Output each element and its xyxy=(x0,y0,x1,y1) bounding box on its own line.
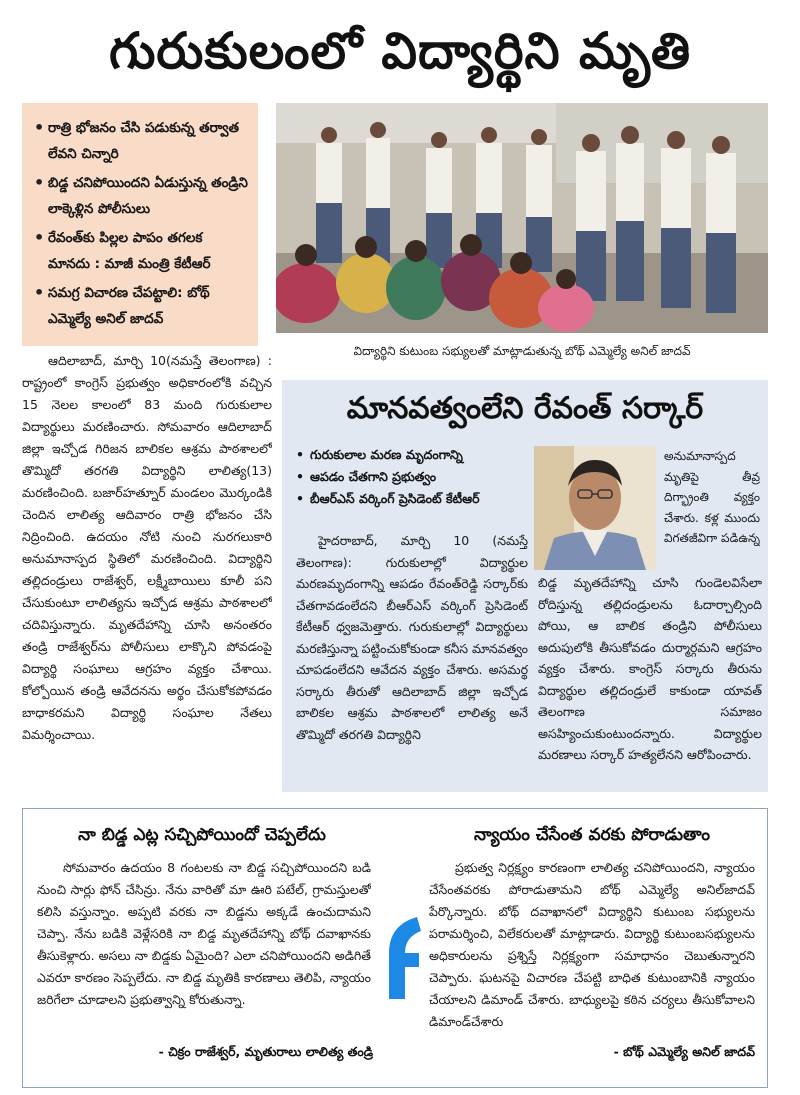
main-article xyxy=(22,350,272,795)
father-quote-paragraph: సోమవారం ఉదయం 8 గంటలకు నా బిడ్డ సచ్చిపోయిందని బడి నుంచి సార్లు ఫోన్ చేసిన్రు. నేను వారితో మా ఊరి పటేల్, గ్రామస్తులతో కలిసి వస్తున్నాం. అప్పటి వరకు నా బిడ్డను అక్కడే ఉంచుదామని చెప్పా. నేను బడికి వెళ్లేసరికి నా బిడ్డ మృతదేహాన్ని బోథ్ దవాఖానకు తీసుకెళ్లారు. అసలు నా బిడ్డకు ఏమైంది? ఎలా చనిపోయిందని అడిగితే ఎవరూ కారణం సెప్పలేదు. నా బిడ్డ మృతికి కారణాలు తెలిపి, న్యాయం జరిగేలా చూడాలని ప్రభుత్వాన్ని కోరుతున్నా. xyxy=(37,860,371,1007)
highlights-box xyxy=(22,103,258,346)
mla-quote-title: న్యాయం చేసేంత వరకు పోరాడుతాం xyxy=(473,825,711,845)
father-quote-text xyxy=(37,857,371,1033)
news-photo xyxy=(276,103,768,333)
father-signature: - చిక్రం రాజేశ్వర్, మృతురాలు లాలిత్య తండ్రి xyxy=(158,1044,373,1059)
story-continued-text: బిడ్డ మృతదేహాన్ని చూసి గుండెలవిసేలా రోదిస్తున్న తల్లిదండ్రులను ఓదార్చాల్సింది పోయి, ఆ బాలిక తండ్రిని పోలీసులు అదుపులోకి తీసుకోవడం దుర్మార్గమని ఆగ్రహం వ్యక్తం చేశారు. కాంగ్రెస్ సర్కారు తీరును విద్యార్థుల తల్లిదండ్రులే కాకుండా యావత్ తెలంగాణ సమాజం అసహ్యించుకుంటుందన్నారు. విద్యార్థుల మరణాలు సర్కార్ హత్యలేనని ఆరోపించారు. xyxy=(538,575,762,762)
page-headline: గురుకులంలో విద్యార్థిని మృతి xyxy=(108,22,692,80)
photo-caption: విద్యార్థిని కుటుంబ సభ్యులతో మాట్లాడుతున్న బోథ్ ఎమ్మెల్యే అనిల్ జాదవ్ xyxy=(353,344,691,358)
mla-quote-paragraph: ప్రభుత్వ నిర్లక్ష్యం కారణంగా లాలిత్య చనిపోయిందని, న్యాయం చేసేంతవరకు పోరాడుతామని బోథ్ ఎమ్మెల్యే అనిల్‌జాదవ్ పేర్కొన్నారు. బోథ్ దవాఖానలో విద్యార్థిని కుటుంబ సభ్యులను పరామర్శించి, విలేకరులతో మాట్లాడారు. విద్యార్థి కుటుంబసభ్యులను అధికారులను ప్రశ్నిస్తే నిర్లక్ష్యంగా సమాధానం చెబుతున్నారని చెప్పారు. ఘటనపై విచారణ చేపట్టి బాధిత కుటుంబానికి న్యాయం చేయాలని డిమాండ్ చేశారు. బాధ్యులపై కఠిన చర్యలు తీసుకోవాలని డిమాండ్‌చేశారు xyxy=(429,860,755,1029)
story-highlight-item: • ఆపడం చేతగాని ప్రభుత్వం xyxy=(296,466,528,488)
highlight-item: • సమగ్ర విచారణ చేపట్టాలి: బోథ్ ఎమ్మెల్యే అనిల్ జాదవ్ xyxy=(34,280,248,332)
story-highlight-item: • గురుకులాల మరణ మృదంగాన్ని xyxy=(296,444,528,466)
story-main-paragraph: హైదరాబాద్, మార్చి 10 (నమస్తే తెలంగాణ): గురుకులాల్లో విద్యార్థుల మరణమృదంగాన్ని ఆపడం రేవంత్‌రెడ్డి సర్కార్‌కు చేతగావడంలేదని బీఆర్‌ఎస్ వర్కింగ్ ప్రెసిడెంట్ కేటీఆర్ ధ్వజమెత్తారు. గురుకులాల్లో విద్యార్థులు మరణిస్తున్నా పట్టించుకోకుండా కనీస మానవత్వం చూపడంలేదని ఆవేదన వ్యక్తం చేశారు. అసమర్థ సర్కారు తీరుతో ఆదిలాబాద్ జిల్లా ఇచ్చోడ బాలికల ఆశ్రమ పాఠశాలలో లాలిత్య అనే తొమ్మిదో తరగతి విద్యార్థిని xyxy=(296,533,528,742)
story-side-text: అనుమానాస్పద మృతిపై తీవ్ర దిగ్భ్రాంతి వ్యక్తం చేశారు. కళ్ల ముందు విగతజీవిగా పడిఉన్న xyxy=(664,449,760,545)
highlight-item: • రేవంత్‌కు పిల్లల పాపం తగలక మానదు : మాజీ మంత్రి కేటీఆర్ xyxy=(34,225,248,277)
ktr-story-panel xyxy=(282,380,768,792)
highlight-item: • బిడ్డ చనిపోయిందని ఏడుస్తున్న తండ్రిని లాక్కెళ్లిన పోలీసులు xyxy=(34,170,248,222)
ktr-portrait xyxy=(534,446,656,570)
story-headline: మానవత్వంలేని రేవంత్ సర్కార్ xyxy=(346,391,704,426)
father-quote-title: నా బిడ్డ ఎట్ల సచ్చిపోయిందో చెప్పలేదు xyxy=(78,825,326,845)
highlight-item: • రాత్రి భోజనం చేసి పడుకున్న తర్వాత లేవని చిన్నారి xyxy=(34,115,248,167)
mla-signature: - బోథ్ ఎమ్మెల్యే అనిల్ జాదవ్ xyxy=(613,1044,755,1059)
story-main-text xyxy=(296,530,528,782)
main-article-text: ఆదిలాబాద్, మార్చి 10(నమస్తే తెలంగాణ) : రాష్ట్రంలో కాంగ్రెస్ ప్రభుత్వం అధికారంలోకి వచ్చిన 15 నెలల కాలంలో 83 మంది గురుకులాల విద్యార్థులు మరణించారు. సోమవారం ఆదిలాబాద్ జిల్లా ఇచ్చోడ గిరిజన బాలికల ఆశ్రమ పాఠశాలలో తొమ్మిదో తరగతి విద్యార్థిని లాలిత్య(13) మరణించింది. బజార్‌హత్నూర్ మండలం మొర్కండికి చెందిన లాలిత్య ఆదివారం రాత్రి భోజనం చేసి నిద్రించింది. ఉదయం నోటి నుంచి నురగలుకారి అనుమానాస్పద స్థితిలో మరణించింది. విద్యార్థిని తల్లిదండ్రులు రాజేశ్వర్, లక్ష్మీబాయిలు కూలీ పని చేసుకుంటూ లాలిత్యను ఇచ్చోడ ఆశ్రమ పాఠశాలలో చదివిస్తున్నారు. మృతదేహాన్ని చూసి అనంతరం తండ్రి రాజేశ్వర్‌ను పోలీసులు లాక్కొని పోవడంపై విద్యార్థి సంఘాలు ఆగ్రహం వ్యక్తం చేశాయి. కోల్పోయిన తండ్రి ఆవేదనను అర్థం చేసుకోకపోవడం బాధాకరమని విద్యార్థి సంఘాల నేతలు విమర్శించాయి. xyxy=(22,353,272,742)
newspaper-logo-icon xyxy=(381,913,425,999)
mla-quote-text xyxy=(429,857,755,1033)
story-highlight-item: • బీఆర్‌ఎస్ వర్కింగ్ ప్రెసిడెంట్ కేటీఆర్ xyxy=(296,488,528,510)
story-highlights xyxy=(296,444,528,516)
quotes-box xyxy=(22,808,768,1088)
